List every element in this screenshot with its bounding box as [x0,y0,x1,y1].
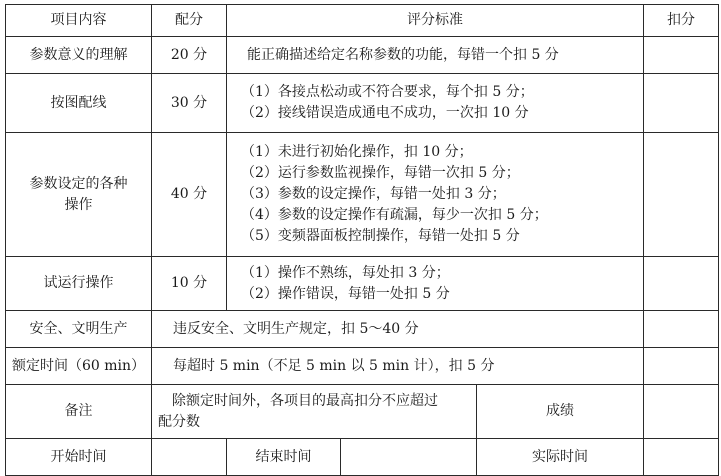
criteria-cell [227,133,644,257]
table-row [6,133,719,257]
score-cell: 30 分 [152,74,227,133]
score-cell: 40 分 [152,133,227,257]
score-cell: 20 分 [152,37,227,74]
time-label: 额定时间（60 min） [6,348,152,385]
safety-label: 安全、文明生产 [6,311,152,348]
remarks-text [152,385,477,439]
header-row [6,5,719,37]
deduct-cell[interactable] [644,37,719,74]
remarks-label: 备注 [6,385,152,439]
safety-row [6,311,719,348]
footer-row [6,439,719,476]
header-score: 配分 [152,5,227,37]
remarks-row [6,385,719,439]
scoring-table [5,4,719,476]
criteria-line: （5）变频器面板控制操作，每错一处扣 5 分 [241,228,520,244]
table-row [6,74,719,133]
remarks-line: 配分数 [158,413,200,430]
item-cell [6,133,152,257]
deduct-cell[interactable] [644,257,719,311]
actual-time-label: 实际时间 [477,439,644,476]
criteria-line: （1）操作不熟练，每处扣 3 分； [241,264,450,281]
grade-label: 成绩 [477,385,644,439]
item-cell: 试运行操作 [6,257,152,311]
safety-rule: 违反安全、文明生产规定，扣 5～40 分 [152,311,644,348]
criteria-line: （1）各接点松动或不符合要求，每个扣 5 分； [241,84,534,100]
criteria-line: （4）参数的设定操作有疏漏，每少一次扣 5 分； [241,207,548,223]
grade-value[interactable] [644,385,719,439]
header-item: 项目内容 [6,5,152,37]
header-criteria: 评分标准 [227,5,644,37]
time-rule: 每超时 5 min（不足 5 min 以 5 min 计），扣 5 分 [152,348,644,385]
start-time-label: 开始时间 [6,439,152,476]
remarks-line: 除额定时间外，各项目的最高扣分不应超过 [172,392,438,409]
table-row [6,257,719,311]
score-cell: 10 分 [152,257,227,311]
criteria-line: （3）参数的设定操作，每错一处扣 3 分； [241,186,506,202]
item-line: 参数设定的各种 [29,175,128,192]
criteria-cell [227,257,644,311]
criteria-cell [227,37,644,74]
criteria-line: （2）操作错误，每错一处扣 5 分 [241,285,450,302]
deduct-cell[interactable] [644,311,719,348]
actual-time-value[interactable] [644,439,719,476]
criteria-cell [227,74,644,133]
deduct-cell[interactable] [644,133,719,257]
time-row [6,348,719,385]
table-row [6,37,719,74]
start-time-value[interactable] [152,439,227,476]
criteria-line: （1）未进行初始化操作，扣 10 分； [241,144,473,160]
item-line: 操作 [64,196,93,213]
criteria-line: 能正确描述给定名称参数的功能，每错一个扣 5 分 [247,46,559,63]
criteria-line: （2）接线错误造成通电不成功，一次扣 10 分 [241,105,529,121]
deduct-cell[interactable] [644,74,719,133]
end-time-label: 结束时间 [227,439,341,476]
item-cell: 按图配线 [6,74,152,133]
deduct-cell[interactable] [644,348,719,385]
item-cell: 参数意义的理解 [6,37,152,74]
end-time-value[interactable] [341,439,477,476]
header-deduct: 扣分 [644,5,719,37]
criteria-line: （2）运行参数监视操作，每错一次扣 5 分； [241,165,520,181]
